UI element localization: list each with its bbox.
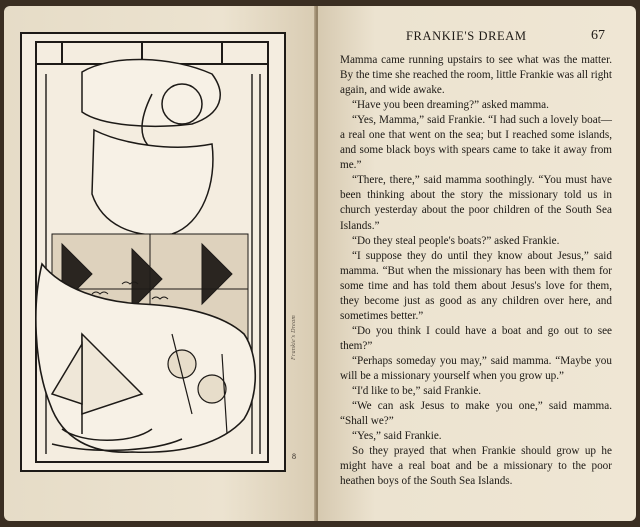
paragraph: “Have you been dreaming?” asked mamma. (352, 99, 549, 112)
paragraph: “Perhaps someday you may,” said mamma. “Maybe you will be a missionary yourself when you grow up.” (340, 354, 612, 382)
story-text (340, 53, 612, 489)
paragraph: “Yes,” said Frankie. (352, 430, 442, 443)
paragraph: Mamma came running upstairs to see what was the matter. By the time she reached the room, little Frankie was all right again, and wide awake. (340, 54, 612, 97)
page-number: 67 (591, 28, 605, 43)
paragraph: So they prayed that when Frankie should grow up he might have a real boat and be a missionary to the poor heathen boys of the South Sea Islands. (340, 445, 612, 488)
paragraph: “I suppose they do until they know about Jesus,” said mamma. “But when the missionary has been with them for some time and has told them about Jesus's love for them, they become just as good as any children over here, and sometimes better.” (340, 249, 612, 322)
paragraph: “Do they steal people's boats?” asked Frankie. (352, 234, 560, 247)
frankies-dream-illustration (20, 32, 286, 472)
left-page-mark: 8 (292, 452, 296, 461)
paragraph: “We can ask Jesus to make you one,” said mamma. “Shall we?” (340, 400, 612, 428)
running-head: FRANKIE'S DREAM (406, 29, 527, 43)
paragraph: “There, there,” said mamma soothingly. “You must have been thinking about the story the missionary told us in church yesterday about the poor children of the South Sea Islands.” (340, 174, 612, 232)
paragraph: “Yes, Mamma,” said Frankie. “I had such a lovely boat—a real one that went on the sea; but I reached some islands, and some black boys with spears came to take it away from me.” (340, 114, 612, 172)
paragraph: “Do you think I could have a boat and go out to see them?” (340, 324, 612, 352)
paragraph: “I'd like to be,” said Frankie. (352, 385, 482, 398)
illustration-caption: Frankie's Dream (291, 314, 297, 360)
